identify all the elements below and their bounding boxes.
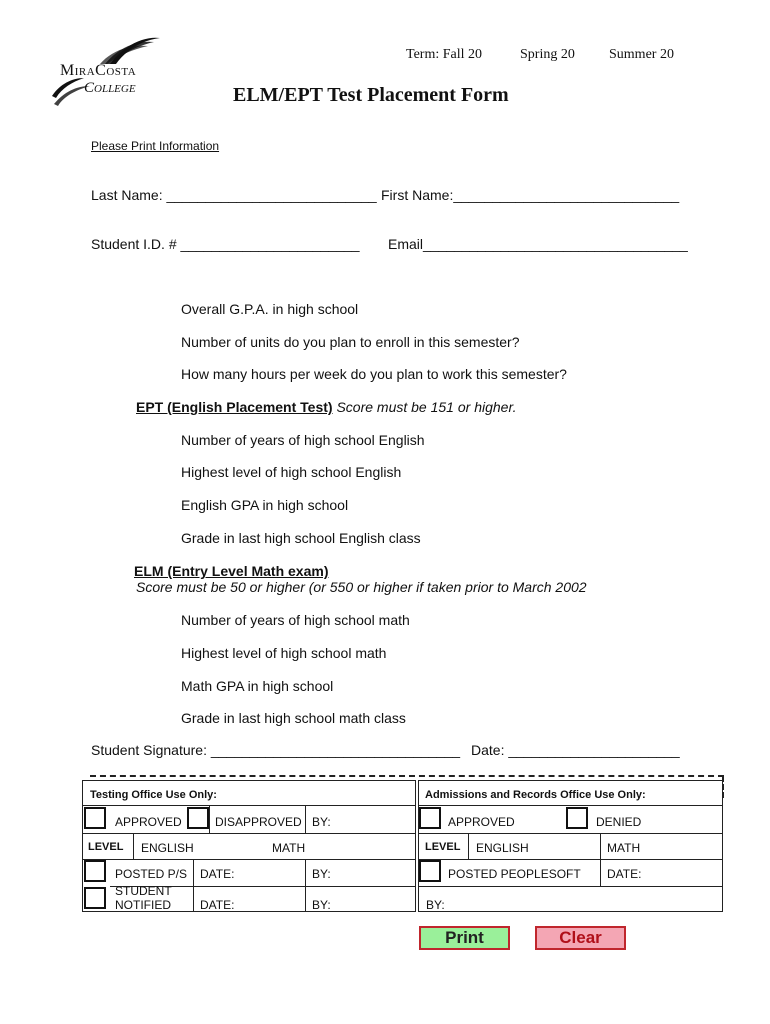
col-divider xyxy=(305,859,306,912)
elm-note: Score must be 50 or higher (or 550 or higher if taken prior to March 2002 xyxy=(136,579,587,595)
admissions-office-title: Admissions and Records Office Use Only: xyxy=(425,789,646,801)
page-title: ELM/EPT Test Placement Form xyxy=(233,84,509,106)
row-divider xyxy=(82,805,416,806)
elm-heading: ELM (Entry Level Math exam) xyxy=(134,563,329,579)
row-divider xyxy=(418,886,723,887)
logo-text-college: College xyxy=(84,80,136,96)
notified-checkbox[interactable] xyxy=(84,887,106,909)
col-divider xyxy=(468,833,469,859)
student-label: STUDENT xyxy=(115,884,172,898)
adm-by-label: BY: xyxy=(426,898,445,912)
student-id-field[interactable]: Student I.D. # _______________________ xyxy=(91,236,360,252)
col-divider xyxy=(600,833,601,886)
date-label: DATE: xyxy=(200,867,235,881)
units-field[interactable]: Number of units do you plan to enroll in this semester? xyxy=(181,334,520,350)
print-button[interactable]: Print xyxy=(419,926,510,950)
adm-posted-label: POSTED PEOPLESOFT xyxy=(448,867,581,881)
print-info-label: Please Print Information xyxy=(91,139,220,153)
notified-label: NOTIFIED xyxy=(115,898,171,912)
adm-denied-label: DENIED xyxy=(596,815,642,829)
col-divider xyxy=(193,859,194,912)
disapproved-checkbox[interactable] xyxy=(187,807,209,829)
adm-math-label: MATH xyxy=(607,841,641,855)
level-label: LEVEL xyxy=(88,841,124,853)
adm-english-label: ENGLISH xyxy=(476,841,529,855)
posted-label: POSTED P/S xyxy=(115,867,188,881)
posted-checkbox[interactable] xyxy=(84,860,106,882)
hours-field[interactable]: How many hours per week do you plan to work this semester? xyxy=(181,366,567,382)
ept-note: Score must be 151 or higher. xyxy=(332,399,517,415)
eng-years-field[interactable]: Number of years of high school English xyxy=(181,432,425,448)
ept-heading: EPT (English Placement Test) xyxy=(136,399,333,415)
col-divider xyxy=(209,805,210,833)
first-name-field[interactable]: First Name:_____________________________ xyxy=(381,187,680,203)
row-divider xyxy=(418,805,723,806)
date-label: DATE: xyxy=(200,898,235,912)
by-label: BY: xyxy=(312,898,331,912)
testing-office-title: Testing Office Use Only: xyxy=(90,789,217,801)
eng-gpa-field[interactable]: English GPA in high school xyxy=(181,497,349,513)
eng-level-field[interactable]: Highest level of high school English xyxy=(181,464,402,480)
math-years-field[interactable]: Number of years of high school math xyxy=(181,612,410,628)
math-grade-field[interactable]: Grade in last high school math class xyxy=(181,710,406,726)
math-gpa-field[interactable]: Math GPA in high school xyxy=(181,678,334,694)
by-label: BY: xyxy=(312,867,331,881)
by-label: BY: xyxy=(312,815,331,829)
math-level-field[interactable]: Highest level of high school math xyxy=(181,645,387,661)
cut-line-divider xyxy=(90,775,724,777)
adm-denied-checkbox[interactable] xyxy=(566,807,588,829)
eng-grade-field[interactable]: Grade in last high school English class xyxy=(181,530,421,546)
term-fall: Term: Fall 20 xyxy=(406,47,483,62)
logo-text-miracosta: MiraCosta xyxy=(60,62,137,79)
adm-date-label: DATE: xyxy=(607,867,642,881)
adm-posted-checkbox[interactable] xyxy=(419,860,441,882)
term-summer: Summer 20 xyxy=(609,47,674,62)
email-field[interactable]: Email__________________________________ xyxy=(388,236,688,252)
adm-approved-checkbox[interactable] xyxy=(419,807,441,829)
approved-label: APPROVED xyxy=(115,815,182,829)
row-divider xyxy=(418,833,723,834)
date-field[interactable]: Date: ______________________ xyxy=(471,742,680,758)
last-name-field[interactable]: Last Name: ___________________________ xyxy=(91,187,377,203)
col-divider xyxy=(305,805,306,833)
col-divider xyxy=(133,833,134,859)
row-divider xyxy=(82,859,416,860)
adm-level-label: LEVEL xyxy=(425,841,461,853)
approved-checkbox[interactable] xyxy=(84,807,106,829)
ept-section xyxy=(136,399,516,415)
college-logo xyxy=(50,34,170,110)
english-label: ENGLISH xyxy=(141,841,194,855)
clear-button[interactable]: Clear xyxy=(535,926,626,950)
adm-approved-label: APPROVED xyxy=(448,815,515,829)
math-label: MATH xyxy=(272,841,306,855)
disapproved-label: DISAPPROVED xyxy=(215,815,302,829)
signature-field[interactable]: Student Signature: ________________________________ xyxy=(91,742,461,758)
term-spring: Spring 20 xyxy=(520,47,575,62)
gpa-hs-field[interactable]: Overall G.P.A. in high school xyxy=(181,301,359,317)
row-divider xyxy=(418,859,723,860)
